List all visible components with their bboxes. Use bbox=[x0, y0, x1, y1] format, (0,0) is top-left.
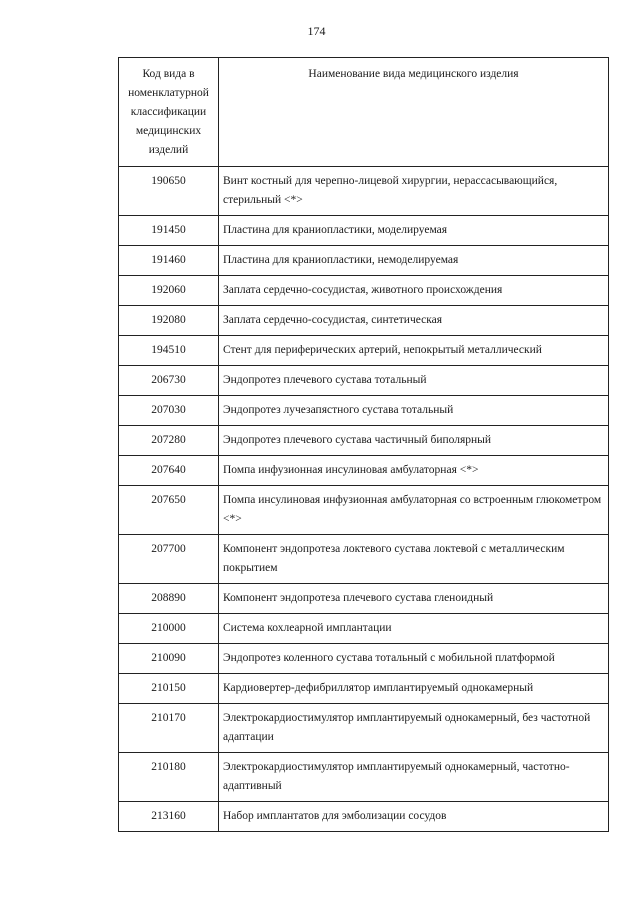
table-row bbox=[119, 366, 609, 396]
device-name-cell: Эндопротез плечевого сустава частичный биполярный bbox=[219, 426, 609, 456]
header-code: Код вида в номенклатурной классификации медицинских изделий bbox=[119, 58, 219, 167]
table-row bbox=[119, 456, 609, 486]
device-name-cell: Помпа инфузионная инсулиновая амбулаторная <*> bbox=[219, 456, 609, 486]
device-code-cell: 207280 bbox=[119, 426, 219, 456]
device-name-cell: Электрокардиостимулятор имплантируемый однокамерный, без частотной адаптации bbox=[219, 704, 609, 753]
table-row bbox=[119, 802, 609, 832]
device-name-cell: Компонент эндопротеза локтевого сустава локтевой с металлическим покрытием bbox=[219, 535, 609, 584]
table-row bbox=[119, 674, 609, 704]
device-name-cell: Стент для периферических артерий, непокрытый металлический bbox=[219, 336, 609, 366]
device-code-cell: 191460 bbox=[119, 246, 219, 276]
device-code-cell: 207030 bbox=[119, 396, 219, 426]
table-row bbox=[119, 246, 609, 276]
device-name-cell: Заплата сердечно-сосудистая, синтетическая bbox=[219, 306, 609, 336]
device-name-cell: Эндопротез плечевого сустава тотальный bbox=[219, 366, 609, 396]
table-row bbox=[119, 704, 609, 753]
device-name-cell: Пластина для краниопластики, немоделируемая bbox=[219, 246, 609, 276]
device-code-cell: 191450 bbox=[119, 216, 219, 246]
table-row bbox=[119, 426, 609, 456]
table-row bbox=[119, 396, 609, 426]
device-name-cell: Кардиовертер-дефибриллятор имплантируемый однокамерный bbox=[219, 674, 609, 704]
table-row bbox=[119, 614, 609, 644]
table-row bbox=[119, 535, 609, 584]
device-name-cell: Винт костный для черепно-лицевой хирургии, нерассасывающийся, стерильный <*> bbox=[219, 167, 609, 216]
table-row bbox=[119, 486, 609, 535]
table-row bbox=[119, 216, 609, 246]
table-row bbox=[119, 584, 609, 614]
device-code-cell: 206730 bbox=[119, 366, 219, 396]
device-code-cell: 208890 bbox=[119, 584, 219, 614]
table-header bbox=[119, 58, 609, 167]
device-code-cell: 210000 bbox=[119, 614, 219, 644]
device-name-cell: Заплата сердечно-сосудистая, животного происхождения bbox=[219, 276, 609, 306]
table-row bbox=[119, 167, 609, 216]
table-body bbox=[119, 167, 609, 832]
device-code-cell: 192060 bbox=[119, 276, 219, 306]
device-code-cell: 207700 bbox=[119, 535, 219, 584]
device-code-cell: 213160 bbox=[119, 802, 219, 832]
device-code-cell: 210150 bbox=[119, 674, 219, 704]
device-code-cell: 190650 bbox=[119, 167, 219, 216]
device-name-cell: Помпа инсулиновая инфузионная амбулаторная со встроенным глюкометром <*> bbox=[219, 486, 609, 535]
device-name-cell: Пластина для краниопластики, моделируемая bbox=[219, 216, 609, 246]
device-name-cell: Набор имплантатов для эмболизации сосудов bbox=[219, 802, 609, 832]
device-name-cell: Эндопротез коленного сустава тотальный с мобильной платформой bbox=[219, 644, 609, 674]
header-row bbox=[119, 58, 609, 167]
device-code-cell: 194510 bbox=[119, 336, 219, 366]
page-number: 174 bbox=[307, 24, 326, 38]
device-code-cell: 210170 bbox=[119, 704, 219, 753]
device-code-cell: 210090 bbox=[119, 644, 219, 674]
device-name-cell: Эндопротез лучезапястного сустава тотальный bbox=[219, 396, 609, 426]
device-code-cell: 207650 bbox=[119, 486, 219, 535]
device-name-cell: Система кохлеарной имплантации bbox=[219, 614, 609, 644]
table-row bbox=[119, 753, 609, 802]
device-code-cell: 192080 bbox=[119, 306, 219, 336]
table-row bbox=[119, 644, 609, 674]
device-code-cell: 207640 bbox=[119, 456, 219, 486]
device-code-cell: 210180 bbox=[119, 753, 219, 802]
device-name-cell: Компонент эндопротеза плечевого сустава гленоидный bbox=[219, 584, 609, 614]
table-row bbox=[119, 306, 609, 336]
header-name: Наименование вида медицинского изделия bbox=[219, 58, 609, 167]
table-row bbox=[119, 336, 609, 366]
device-table bbox=[118, 57, 609, 832]
table-row bbox=[119, 276, 609, 306]
device-name-cell: Электрокардиостимулятор имплантируемый однокамерный, частотно-адаптивный bbox=[219, 753, 609, 802]
